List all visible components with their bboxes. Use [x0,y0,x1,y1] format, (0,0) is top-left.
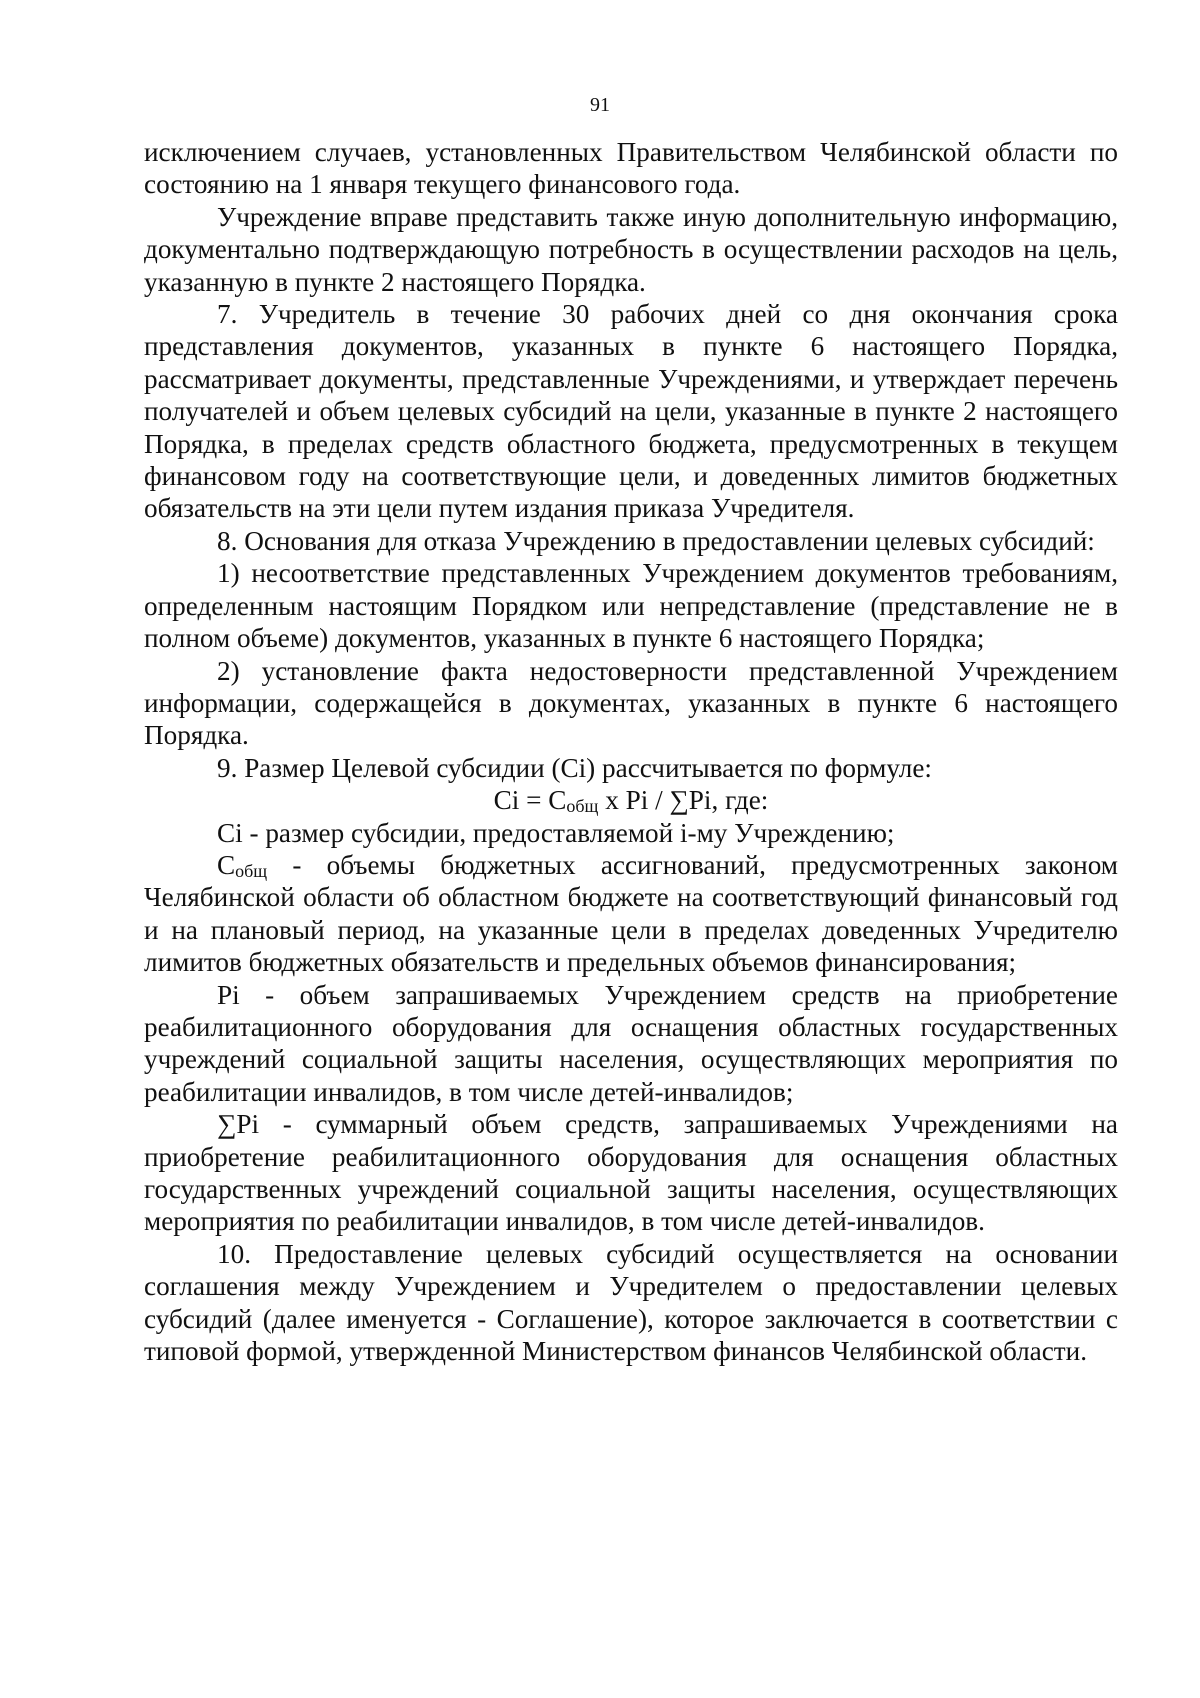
definition-c-symbol: C [217,849,236,880]
definition-c-total [144,849,1118,979]
paragraph-item-8: 8. Основания для отказа Учреждению в предоставлении целевых субсидий: [217,525,1095,556]
formula-lhs: Ci = C [493,785,567,816]
document-body [144,136,1118,1367]
formula-rhs: x Pi / ∑Pi, где: [598,785,769,816]
paragraph-additional-info: Учреждение вправе представить также иную дополнительную информацию, документально подтверждающую потребность в осуществлении расходов на цель, указанную в пункте 2 настоящего Порядка. [144,201,1118,297]
definition-c-subscript: общ [235,860,268,881]
definition-ci: Ci - размер субсидии, предоставляемой i-му Учреждению; [217,817,895,848]
definition-pi: Pi - объем запрашиваемых Учреждением средств на приобретение реабилитационного оборудования для оснащения областных государственных учреждений социальной защиты населения, осуществляющих мероприятия по реабилитации инвалидов, в том числе детей-инвалидов; [144,979,1118,1107]
formula-subscript: общ [566,796,599,817]
definition-c-text: - объемы бюджетных ассигнований, предусмотренных законом Челябинской области об областном бюджете на соответствующий финансовый год и на плановый период, на указанные цели в пределах доведенных Учредителю лимитов бюджетных обязательств и предельных объемов финансирования; [144,849,1118,978]
formula [144,784,1118,816]
definition-sum-pi: ∑Pi - суммарный объем средств, запрашиваемых Учреждениями на приобретение реабилитационного оборудования для оснащения областных государственных учреждений социальной защиты населения, осуществляющих мероприятия по реабилитации инвалидов, в том числе детей-инвалидов. [144,1109,1118,1237]
page-number: 91 [590,94,610,116]
paragraph-item-8-2: 2) установление факта недостоверности представленной Учреждением информации, содержащейся в документах, указанных в пункте 6 настоящего Порядка. [144,655,1118,751]
paragraph-continuation: исключением случаев, установленных Правительством Челябинской области по состоянию на 1 января текущего финансового года. [144,137,1118,200]
paragraph-item-8-1: 1) несоответствие представленных Учреждением документов требованиям, определенным настоящим Порядком или непредставление (представление не в полном объеме) документов, указанных в пункте 6 настоящего Порядка; [144,558,1118,654]
paragraph-item-10: 10. Предоставление целевых субсидий осуществляется на основании соглашения между Учреждением и Учредителем о предоставлении целевых субсидий (далее именуется - Соглашение), которое заключается в соответствии с типовой формой, утвержденной Министерством финансов Челябинской области. [144,1238,1118,1367]
paragraph-item-9: 9. Размер Целевой субсидии (Ci) рассчитывается по формуле: [217,752,932,783]
paragraph-item-7: 7. Учредитель в течение 30 рабочих дней со дня окончания срока представления документов, указанных в пункте 6 настоящего Порядка, рассматривает документы, представленные Учреждениями, и утверждает перечень получателей и объем целевых субсидий на цели, указанные в пункте 2 настоящего Порядка, в пределах средств областного бюджета, предусмотренных в текущем финансовом году на соответствующие цели, и доведенных лимитов бюджетных обязательств на эти цели путем издания приказа Учредителя. [144,299,1118,524]
